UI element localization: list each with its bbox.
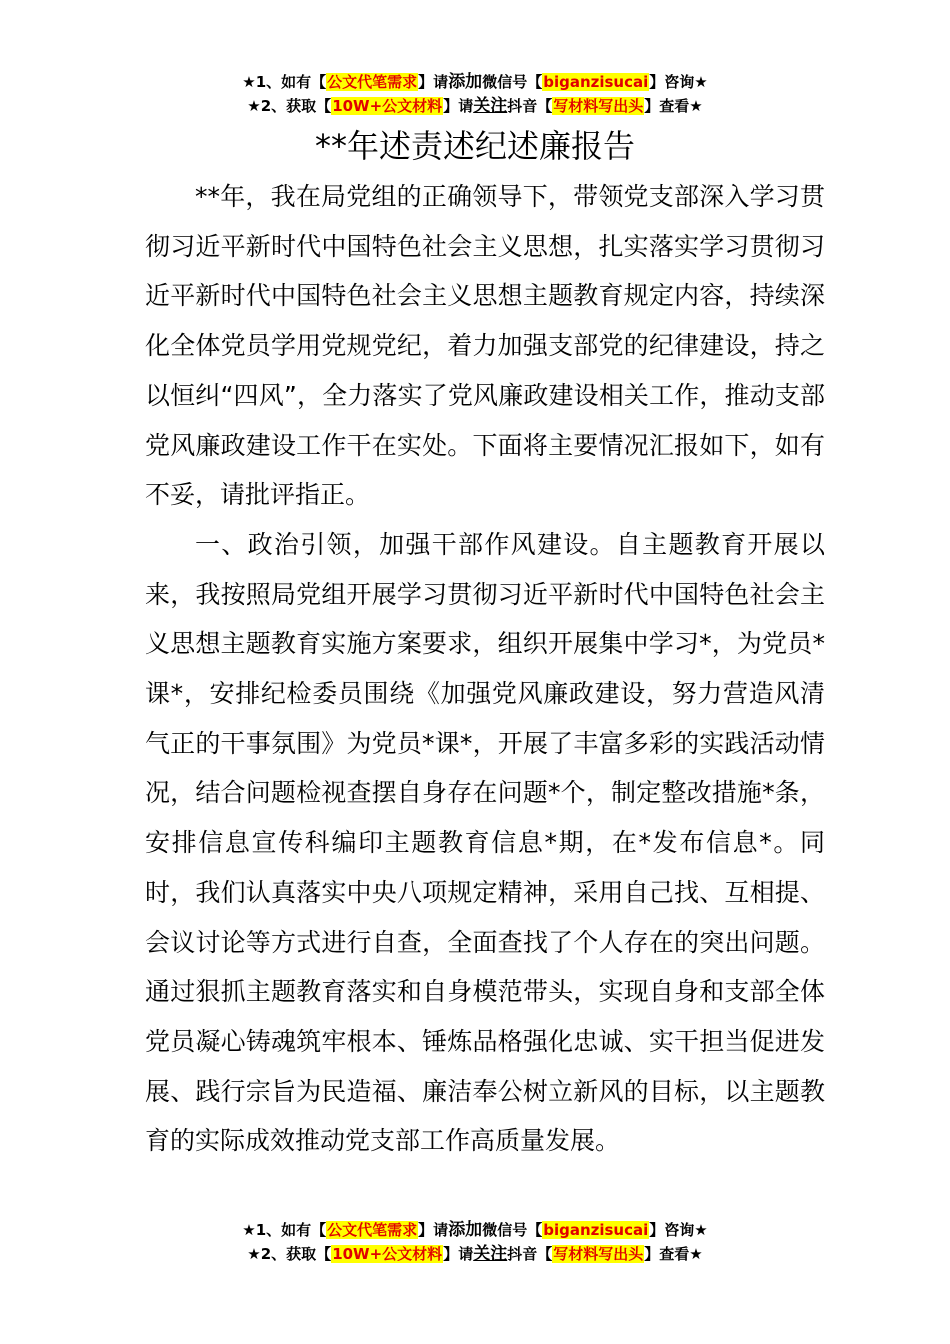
document-title: **年述责述纪述廉报告	[314, 127, 635, 165]
banner-text: 】请	[418, 1221, 449, 1239]
banner-highlight: biganzisucai	[543, 1221, 649, 1239]
banner-emphasis: 关注	[473, 1244, 508, 1264]
banner-text: 】咨询★	[649, 1221, 708, 1239]
banner-text: 微信号【	[482, 73, 543, 91]
banner-text: 】请	[443, 1245, 474, 1263]
banner-text: 抖音【	[507, 1245, 553, 1263]
banner-emphasis: 添加	[448, 72, 483, 92]
banner-emphasis: 添加	[448, 1220, 483, 1240]
banner-emphasis: 关注	[473, 96, 508, 116]
header-banner	[0, 70, 950, 118]
banner-highlight: 公文代笔需求	[327, 73, 418, 91]
banner-text: 】请	[443, 97, 474, 115]
banner-text: ★2、获取【	[247, 97, 332, 115]
banner-text: 】请	[418, 73, 449, 91]
banner-highlight: biganzisucai	[543, 73, 649, 91]
paragraph-intro: **年，我在局党组的正确领导下，带领党支部深入学习贯彻习近平新时代中国特色社会主义思想，扎实落实学习贯彻习近平新时代中国特色社会主义思想主题教育规定内容，持续深化全体党员学用党规党纪，着力加强支部党的纪律建设，持之以恒纠“四风”，全力落实了党风廉政建设相关工作，推动支部党风廉政建设工作干在实处。下面将主要情况汇报如下，如有不妥，请批评指正。	[145, 182, 825, 510]
footer-banner	[0, 1218, 950, 1266]
banner-line-2	[0, 94, 950, 118]
document-body	[145, 172, 825, 1166]
banner-highlight: 写材料写出头	[553, 1245, 644, 1263]
banner-line-2	[0, 1242, 950, 1266]
banner-highlight: 写材料写出头	[553, 97, 644, 115]
banner-text: ★1、如有【	[242, 1221, 327, 1239]
banner-text: ★1、如有【	[242, 73, 327, 91]
banner-highlight: 公文代笔需求	[327, 1221, 418, 1239]
banner-highlight: 10W+公文材料	[332, 97, 443, 115]
paragraph-section-1: 一、政治引领，加强干部作风建设。自主题教育开展以来，我按照局党组开展学习贯彻习近平新时代中国特色社会主义思想主题教育实施方案要求，组织开展集中学习*，为党员*课*，安排纪检委员围绕《加强党风廉政建设，努力营造风清气正的干事氛围》为党员*课*，开展了丰富多彩的实践活动情况，结合问题检视查摆自身存在问题*个，制定整改措施*条，安排信息宣传科编印主题教育信息*期，在*发布信息*。同时，我们认真落实中央八项规定精神，采用自己找、互相提、会议讨论等方式进行自查，全面查找了个人存在的突出问题。通过狠抓主题教育落实和自身模范带头，实现自身和支部全体党员凝心铸魂筑牢根本、锤炼品格强化忠诚、实干担当促进发展、践行宗旨为民造福、廉洁奉公树立新风的目标，以主题教育的实际成效推动党支部工作高质量发展。	[145, 529, 825, 1156]
banner-text: 】咨询★	[649, 73, 708, 91]
banner-line-1	[0, 70, 950, 94]
banner-line-1	[0, 1218, 950, 1242]
banner-highlight: 10W+公文材料	[332, 1245, 443, 1263]
banner-text: 】查看★	[644, 97, 703, 115]
banner-text: ★2、获取【	[247, 1245, 332, 1263]
banner-text: 】查看★	[644, 1245, 703, 1263]
banner-text: 微信号【	[482, 1221, 543, 1239]
banner-text: 抖音【	[507, 97, 553, 115]
